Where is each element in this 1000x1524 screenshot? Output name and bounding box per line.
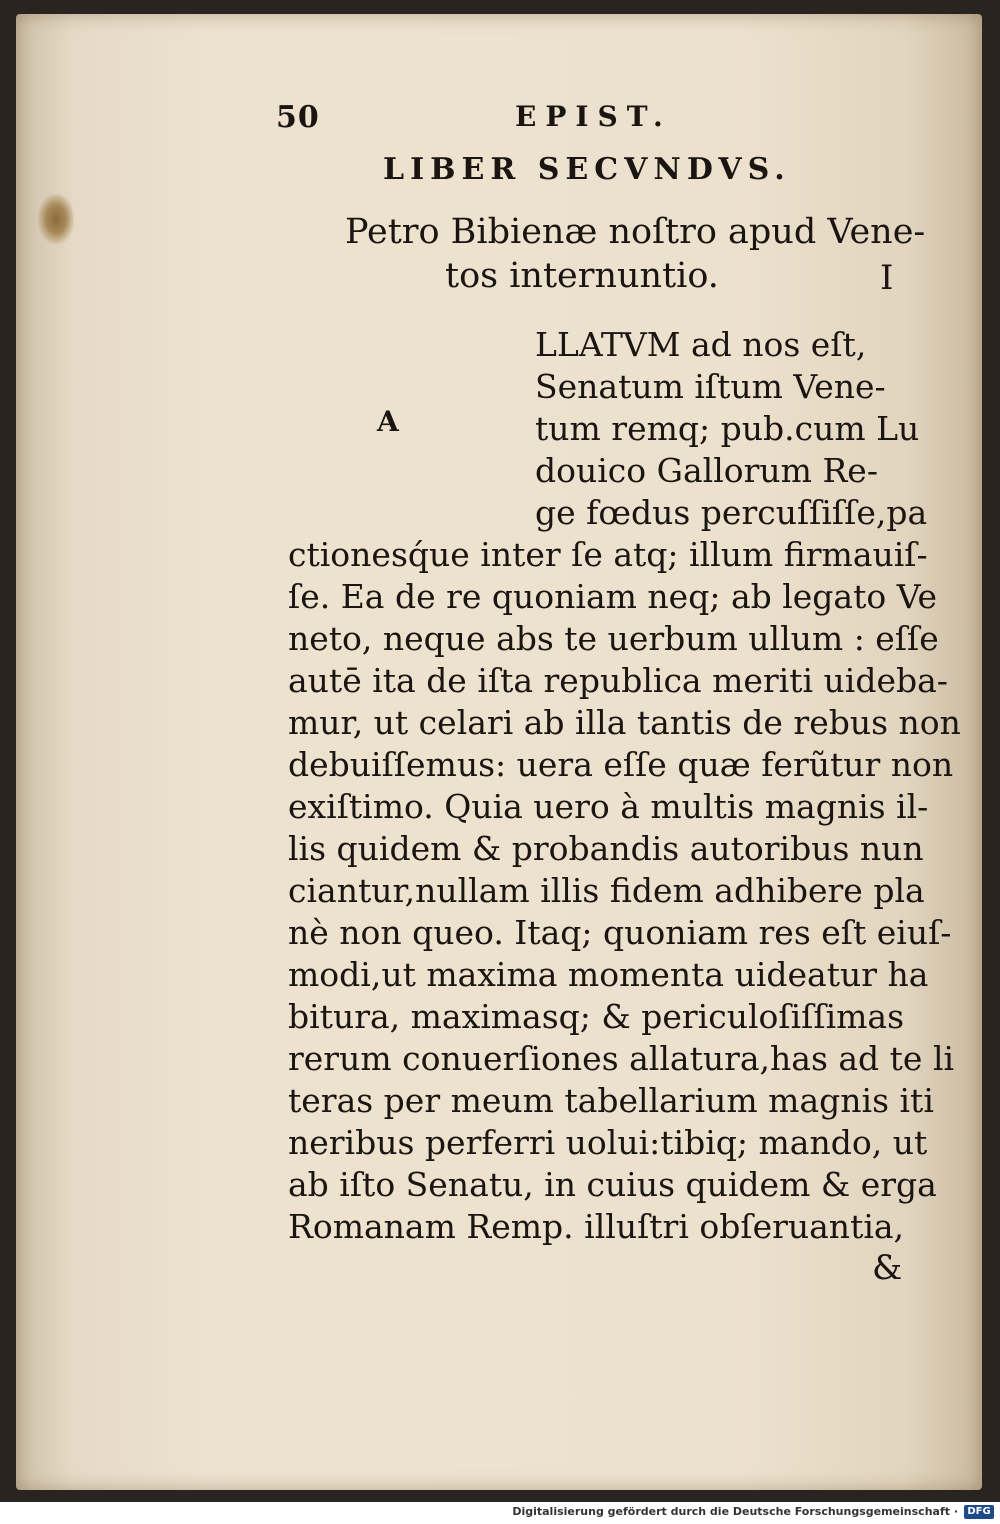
body-line: ge fœdus percuſſiſſe,pa	[535, 493, 928, 532]
body-line: lis quidem & probandis autoribus nun	[288, 829, 924, 868]
body-line: douico Gallorum Re-	[535, 451, 878, 490]
body-line: Romanam Remp. illuſtri obſeruantia,	[288, 1207, 905, 1246]
catchword: &	[872, 1248, 903, 1288]
letter-number: I	[880, 258, 894, 298]
body-line: nè non queo. Itaq; quoniam res eſt eiuſ-	[288, 913, 952, 952]
body-line: mur, ut celari ab illa tantis de rebus non	[288, 703, 961, 742]
letter-heading-line-2: tos internuntio.	[445, 256, 719, 296]
body-line: Senatum iſtum Vene-	[535, 367, 886, 406]
body-line: ſe. Ea de re quoniam neq; ab legato Ve	[288, 577, 938, 616]
funding-credit: Digitalisierung gefördert durch die Deutsche Forschungsgemeinschaft ·	[512, 1505, 958, 1518]
marginal-note: A	[377, 405, 399, 438]
body-line: rerum conuerſiones allatura,has ad te li	[288, 1039, 955, 1078]
body-line: ctionesq́ue inter ſe atq; illum firmauiſ-	[288, 535, 928, 574]
page-number: 50	[276, 100, 320, 135]
body-line: autē ita de iſta republica meriti uideba-	[288, 661, 948, 700]
body-line: bitura, maximasq; & periculoſiſſimas	[288, 997, 905, 1036]
body-line: debuiſſemus: uera eſſe quæ ferũtur non	[288, 745, 954, 784]
dfg-logo: DFG	[964, 1505, 994, 1519]
body-line: modi,ut maxima momenta uideatur ha	[288, 955, 929, 994]
body-line: ciantur,nullam illis fidem adhibere pla	[288, 871, 925, 910]
paper-stain	[38, 194, 74, 244]
body-line: neribus perferri uolui:tibiq; mando, ut	[288, 1123, 928, 1162]
body-line: tum remq; pub.cum Lu	[535, 409, 920, 448]
body-line: teras per meum tabellarium magnis iti	[288, 1081, 934, 1120]
body-line: exiſtimo. Quia uero à multis magnis il-	[288, 787, 929, 826]
letter-heading-line-1: Petro Bibienæ noſtro apud Vene-	[345, 212, 926, 252]
book-title: LIBER SECVNDVS.	[383, 152, 791, 187]
body-line: neto, neque abs te uerbum ullum : eſſe	[288, 619, 939, 658]
body-line: LLATVM ad nos eſt,	[535, 325, 867, 364]
body-line: ab iſto Senatu, in cuius quidem & erga	[288, 1165, 937, 1204]
running-head: EPIST.	[515, 100, 672, 133]
